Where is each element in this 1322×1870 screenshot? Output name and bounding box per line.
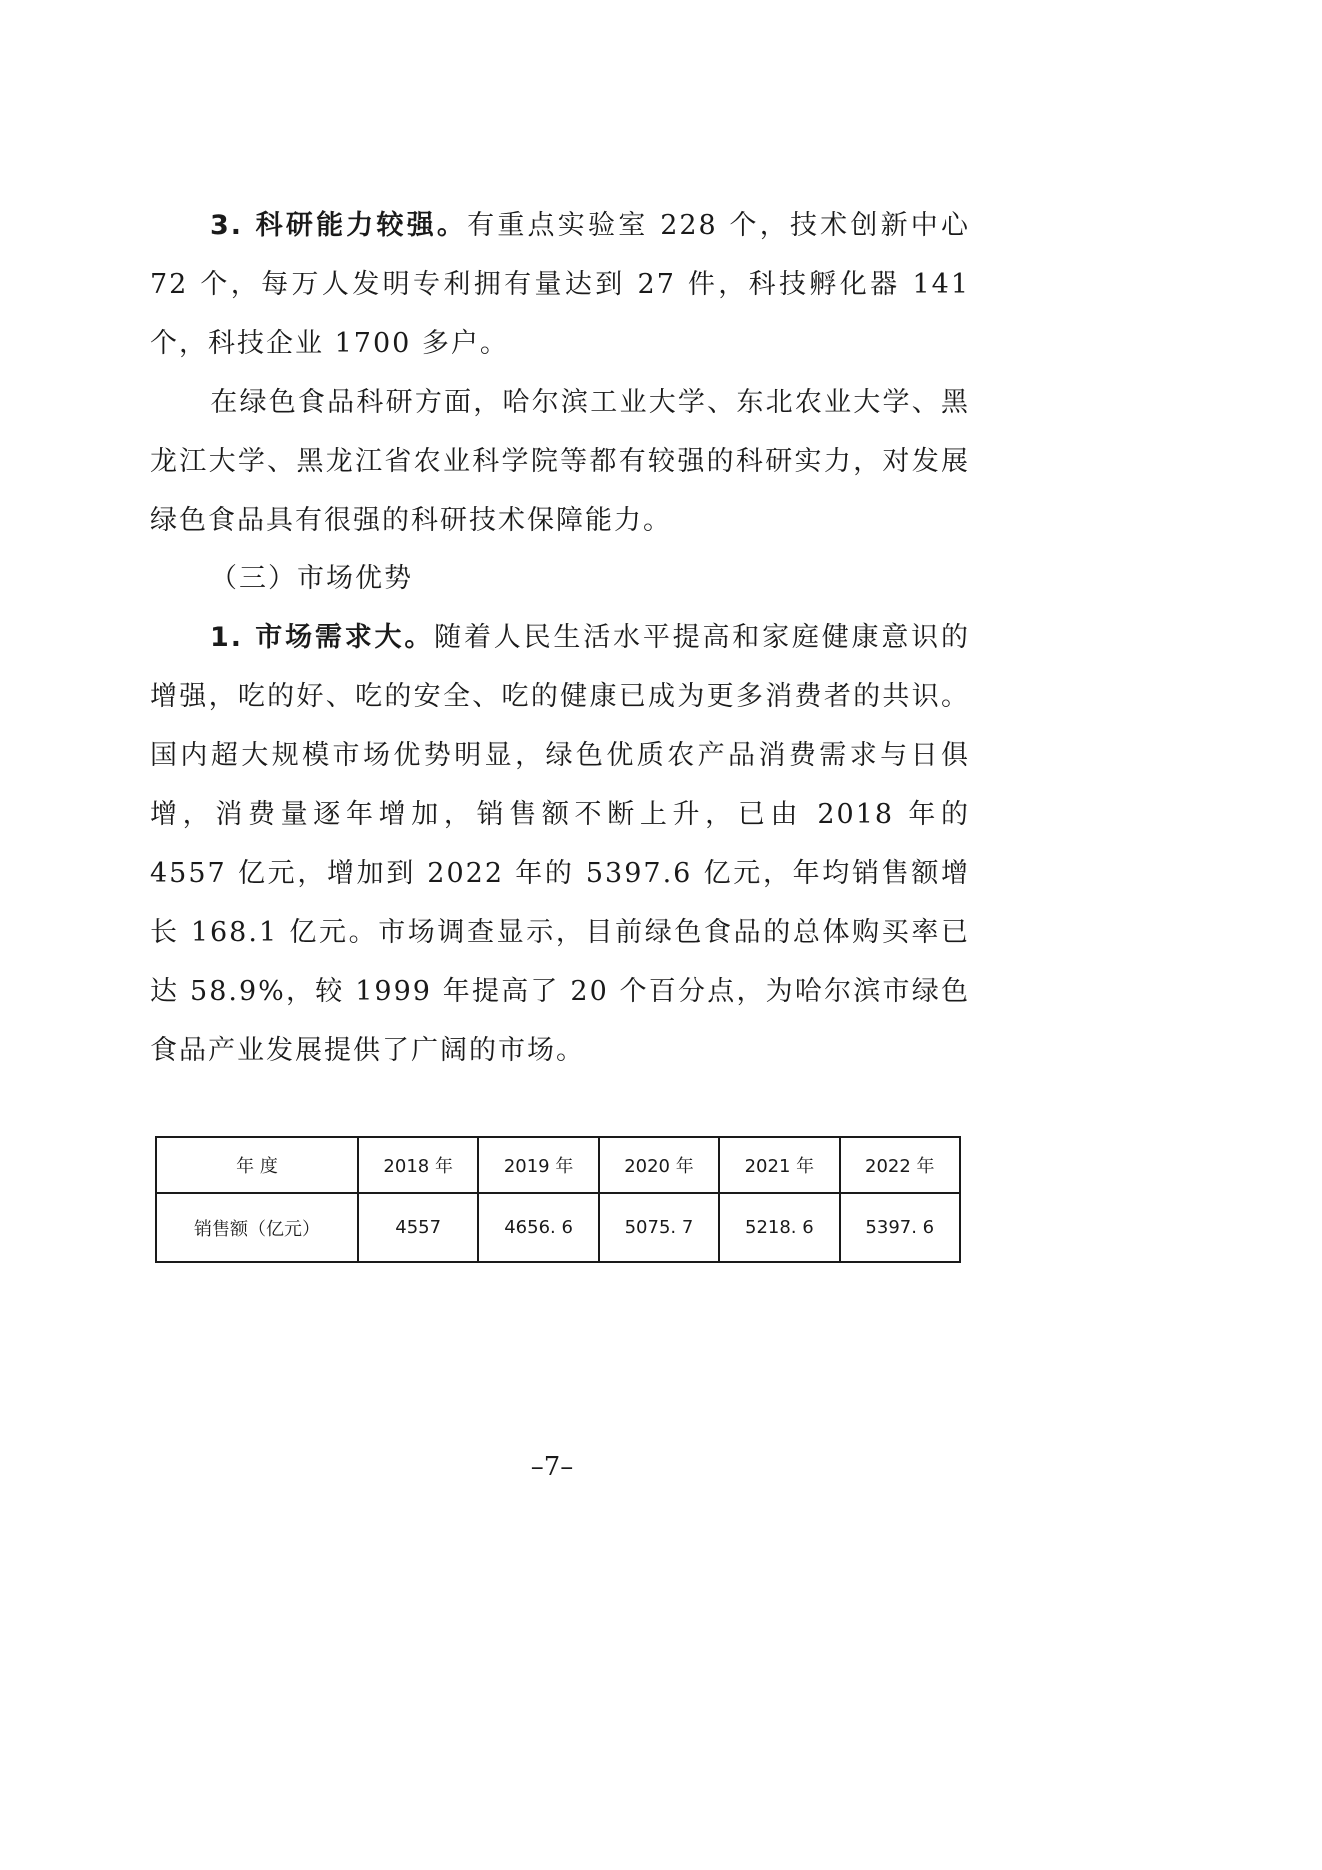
paragraph-green-food-research — [150, 373, 970, 550]
paragraph-heading: 1. 市场需求大。 — [210, 622, 435, 653]
table-cell-value: 5397. 6 — [840, 1193, 960, 1262]
paragraph-body: 有重点实验室 228 个，技术创新中心 72 个，每万人发明专利拥有量达到 27 件，科技孵化器 141 个，科技企业 1700 多户。 — [150, 210, 970, 359]
table-cell-value: 4656. 6 — [478, 1193, 598, 1262]
section-heading-text: （三）市场优势 — [210, 563, 413, 594]
page-number: –7– — [530, 1452, 574, 1482]
paragraph-research-capability — [150, 196, 970, 373]
paragraph-market-demand — [150, 608, 970, 1080]
paragraph-body: 随着人民生活水平提高和家庭健康意识的增强，吃的好、吃的安全、吃的健康已成为更多消费者的共识。国内超大规模市场优势明显，绿色优质农产品消费需求与日俱增，消费量逐年增加，销售额不断上升，已由 2018 年的 4557 亿元，增加到 2022 年的 5397.6 亿元，年均销售额增长 168.1 亿元。市场调查显示，目前绿色食品的总体购买率已达 58.9%，较 1999 年提高了 20 个百分点，为哈尔滨市绿色食品产业发展提供了广阔的市场。 — [150, 622, 971, 1066]
table-header-year: 2022 年 — [840, 1137, 960, 1193]
table-header-year: 2019 年 — [478, 1137, 598, 1193]
paragraph-body: 在绿色食品科研方面，哈尔滨工业大学、东北农业大学、黑龙江大学、黑龙江省农业科学院等都有较强的科研实力，对发展绿色食品具有很强的科研技术保障能力。 — [150, 387, 970, 536]
table-cell-value: 4557 — [358, 1193, 478, 1262]
table-header-year: 2018 年 — [358, 1137, 478, 1193]
table-header-year: 2020 年 — [599, 1137, 719, 1193]
table-header-year: 2021 年 — [719, 1137, 839, 1193]
sales-table — [155, 1136, 961, 1263]
paragraph-heading: 3. 科研能力较强。 — [210, 210, 468, 241]
table-cell-value: 5218. 6 — [719, 1193, 839, 1262]
table-header-row — [156, 1137, 960, 1193]
section-heading-market-advantage — [150, 549, 970, 608]
table-cell-value: 5075. 7 — [599, 1193, 719, 1262]
table-row — [156, 1193, 960, 1262]
table-row-label: 销售额（亿元） — [156, 1193, 358, 1262]
table-header-label: 年 度 — [156, 1137, 358, 1193]
